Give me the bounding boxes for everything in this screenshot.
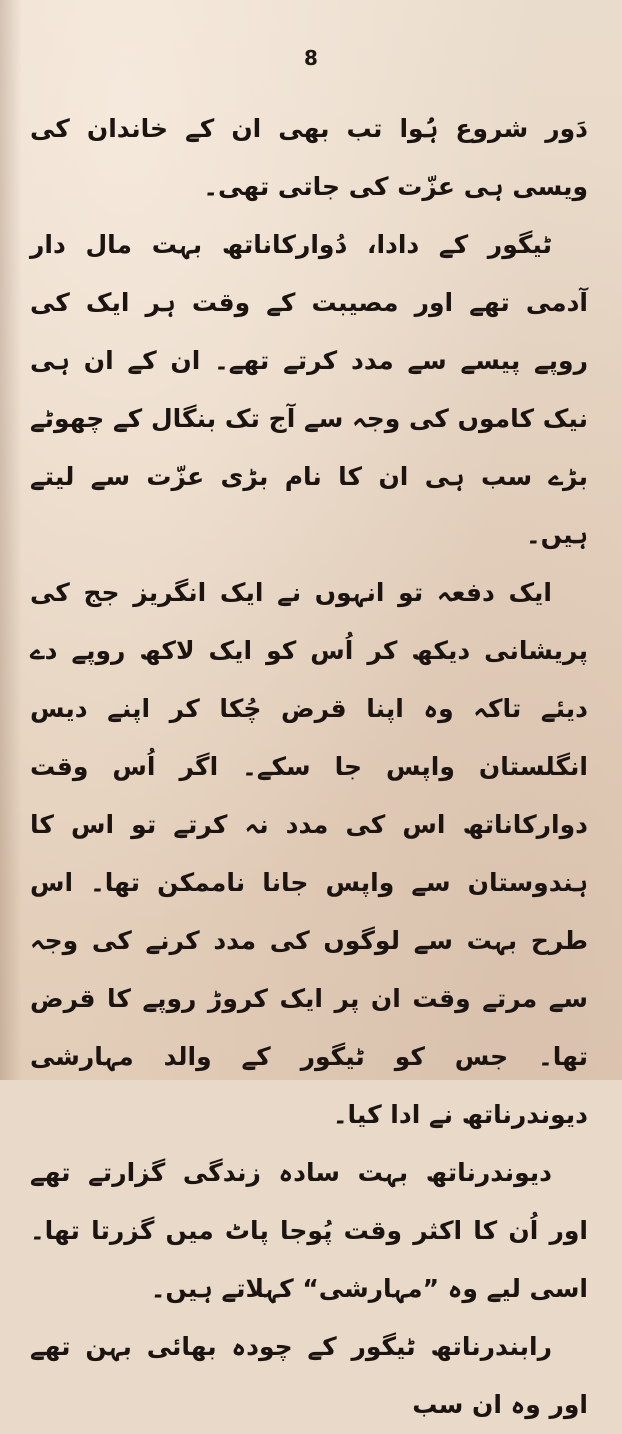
body-text xyxy=(30,100,588,1434)
page-gutter-shadow xyxy=(0,0,22,1080)
paragraph-3: ایک دفعہ تو انہوں نے ایک انگریز جج کی پریشانی دیکھ کر اُس کو ایک لاکھ روپے دے دیئے تاکہ وہ اپنا قرض چُکا کر اپنے دیس انگلستان واپس جا سکے۔ اگر اُس وقت دوارکاناتھ اس کی مدد نہ کرتے تو اس کا ہندوستان سے واپس جانا ناممکن تھا۔ اس طرح بہت سے لوگوں کی مدد کرنے کی وجہ سے مرتے وقت ان پر ایک کروڑ روپے کا قرض تھا۔ جس کو ٹیگور کے والد مہارشی دیوندرناتھ نے ادا کیا۔ xyxy=(30,578,588,1129)
page-number: 8 xyxy=(304,46,318,70)
paragraph-2: ٹیگور کے دادا، دُوارکاناتھ بہت مال دار آدمی تھے اور مصیبت کے وقت ہر ایک کی روپے پیسے سے مدد کرتے تھے۔ ان کے ان ہی نیک کاموں کی وجہ سے آج تک بنگال کے چھوٹے بڑے سب ہی ان کا نام بڑی عزّت سے لیتے ہیں۔ xyxy=(30,230,588,549)
paragraph-1: دَور شروع ہُوا تب بھی ان کے خاندان کی ویسی ہی عزّت کی جاتی تھی۔ xyxy=(30,114,588,201)
paragraph-5: رابندرناتھ ٹیگور کے چودہ بھائی بہن تھے اور وہ ان سب xyxy=(30,1332,588,1419)
paragraph-4: دیوندرناتھ بہت سادہ زندگی گزارتے تھے اور اُن کا اکثر وقت پُوجا پاٹ میں گزرتا تھا۔ اسی لیے وہ ”مہارشی“ کہلاتے ہیں۔ xyxy=(30,1158,588,1303)
